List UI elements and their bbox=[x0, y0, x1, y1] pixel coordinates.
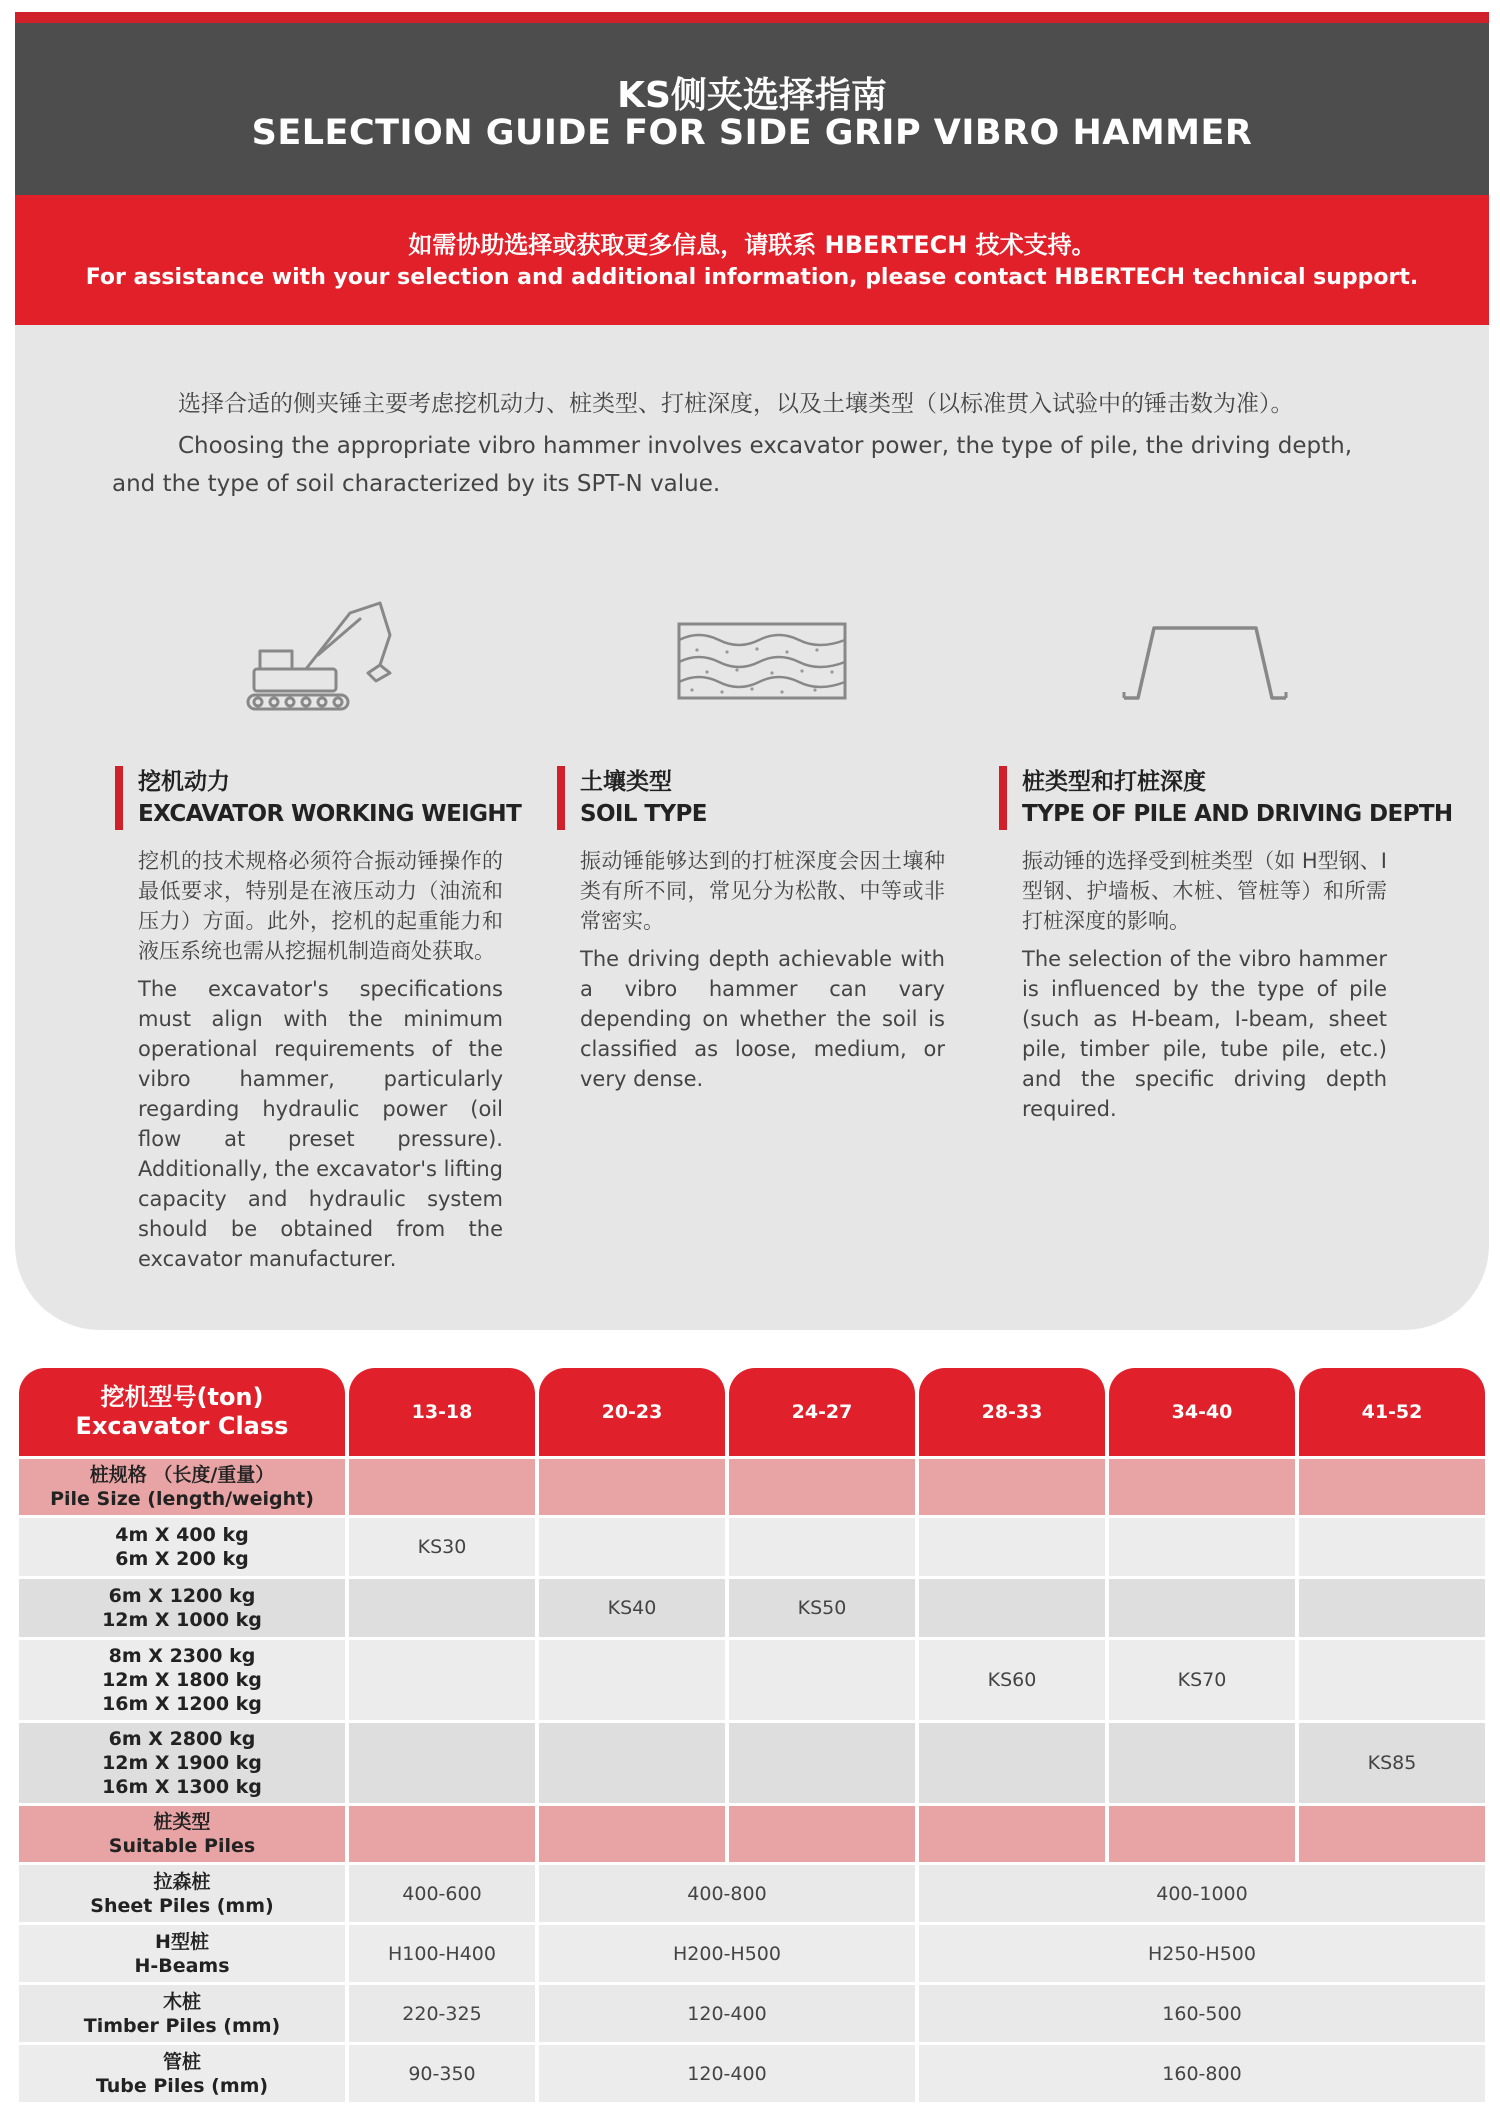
section-label-en: Pile Size (length/weight) bbox=[50, 1488, 314, 1510]
table-cell: 400-800 bbox=[539, 1865, 915, 1922]
table-cell bbox=[1109, 1579, 1295, 1637]
selection-table bbox=[15, 1365, 1489, 2105]
table-cell: KS60 bbox=[919, 1640, 1105, 1720]
column-title-en: TYPE OF PILE AND DRIVING DEPTH bbox=[1022, 801, 1453, 827]
corner-en: Excavator Class bbox=[75, 1412, 289, 1440]
table-cell: H100-H400 bbox=[349, 1925, 535, 1982]
pile-type-cn: 木桩 bbox=[162, 1990, 201, 2013]
section-label-en: Suitable Piles bbox=[108, 1835, 256, 1857]
soil-layers-icon bbox=[677, 622, 847, 700]
table-cell bbox=[539, 1640, 725, 1720]
table-cell bbox=[1299, 1640, 1485, 1720]
column-body-cn: 振动锤的选择受到桩类型（如 H型钢、I型钢、护墙板、木桩、管桩等）和所需打桩深度的影响。 bbox=[1022, 849, 1387, 933]
row-label bbox=[19, 1865, 345, 1922]
column-title-en: EXCAVATOR WORKING WEIGHT bbox=[138, 801, 522, 827]
column-title-cn: 挖机动力 bbox=[138, 769, 230, 795]
column-title-cn: 桩类型和打桩深度 bbox=[1022, 769, 1206, 795]
column-body-en: The excavator's specifications must align with the minimum operational requirements of the vibro hammer, particularly regarding hydraulic power (oil flow at preset pressure). Additionally, the excavator's lifting capacity and hydraulic system should be obtained from the excavator manufacturer. bbox=[138, 977, 503, 1271]
header-class: 20-23 bbox=[539, 1368, 725, 1456]
table-cell bbox=[1109, 1723, 1295, 1803]
table-row bbox=[19, 1518, 1485, 1576]
table-cell: 120-400 bbox=[539, 1985, 915, 2042]
table-cell: 400-1000 bbox=[919, 1865, 1485, 1922]
table-cell: KS50 bbox=[729, 1579, 915, 1637]
table-row bbox=[19, 1985, 1485, 2042]
spec-line: 8m X 2300 kg bbox=[108, 1645, 256, 1667]
section-label bbox=[19, 1806, 345, 1862]
header-class: 34-40 bbox=[1109, 1368, 1295, 1456]
excavator-icon bbox=[240, 595, 400, 715]
pile-type-en: Sheet Piles (mm) bbox=[90, 1894, 274, 1917]
intro-en: Choosing the appropriate vibro hammer involves excavator power, the type of pile, the driving depth, and the type of soil characterized by its SPT-N value. bbox=[112, 433, 1353, 497]
row-label bbox=[19, 2045, 345, 2102]
column-body-en: The driving depth achievable with a vibro hammer can vary depending on whether the soil is classified as loose, medium, or very dense. bbox=[580, 947, 945, 1091]
column-pile-body bbox=[1022, 846, 1387, 1132]
column-soil-body bbox=[580, 846, 945, 1102]
row-label bbox=[19, 1723, 345, 1803]
column-body-cn: 挖机的技术规格必须符合振动锤操作的最低要求，特别是在液压动力（油流和压力）方面。此外，挖机的起重能力和液压系统也需从挖掘机制造商处获取。 bbox=[138, 849, 503, 963]
sheet-pile-icon bbox=[1120, 622, 1290, 704]
table-cell bbox=[349, 1579, 535, 1637]
table-cell bbox=[729, 1723, 915, 1803]
row-label bbox=[19, 1640, 345, 1720]
spec-line: 12m X 1800 kg bbox=[102, 1669, 262, 1691]
column-title-cn: 土壤类型 bbox=[580, 769, 672, 795]
table-cell: 90-350 bbox=[349, 2045, 535, 2102]
table-cell bbox=[349, 1723, 535, 1803]
table-row bbox=[19, 1925, 1485, 1982]
table-row bbox=[19, 1723, 1485, 1803]
spec-line: 12m X 1900 kg bbox=[102, 1752, 262, 1774]
table-cell bbox=[729, 1640, 915, 1720]
header-corner bbox=[19, 1368, 345, 1456]
corner-cn: 挖机型号(ton) bbox=[100, 1383, 264, 1411]
table-cell: KS70 bbox=[1109, 1640, 1295, 1720]
table-cell: H200-H500 bbox=[539, 1925, 915, 1982]
column-title-en: SOIL TYPE bbox=[580, 801, 707, 827]
table-cell: KS40 bbox=[539, 1579, 725, 1637]
table-cell bbox=[919, 1723, 1105, 1803]
row-label bbox=[19, 1925, 345, 1982]
pile-type-en: H-Beams bbox=[134, 1954, 230, 1977]
section-label-cn: 桩类型 bbox=[153, 1811, 211, 1833]
table-cell: 220-325 bbox=[349, 1985, 535, 2042]
pile-type-cn: 拉森桩 bbox=[153, 1870, 211, 1893]
table-cell: H250-H500 bbox=[919, 1925, 1485, 1982]
column-pile-heading bbox=[999, 766, 1453, 830]
column-body-en: The selection of the vibro hammer is influenced by the type of pile (such as H-beam, I-beam, sheet pile, timber pile, tube pile, etc.) and the specific driving depth required. bbox=[1022, 947, 1387, 1121]
spec-line: 6m X 1200 kg bbox=[108, 1585, 256, 1607]
header-class: 24-27 bbox=[729, 1368, 915, 1456]
table-cell: KS30 bbox=[349, 1518, 535, 1576]
row-label bbox=[19, 1985, 345, 2042]
contact-banner bbox=[15, 195, 1489, 325]
intro-cn: 选择合适的侧夹锤主要考虑挖机动力、桩类型、打桩深度，以及土壤类型（以标准贯入试验中的锤击数为准）。 bbox=[178, 391, 1294, 417]
table-row bbox=[19, 2045, 1485, 2102]
pile-type-cn: H型桩 bbox=[155, 1930, 209, 1953]
section-label bbox=[19, 1459, 345, 1515]
table-cell: KS85 bbox=[1299, 1723, 1485, 1803]
contact-cn: 如需协助选择或获取更多信息，请联系 HBERTECH 技术支持。 bbox=[408, 231, 1096, 259]
section-row-pile-size bbox=[19, 1459, 1485, 1515]
header-class: 13-18 bbox=[349, 1368, 535, 1456]
column-body-cn: 振动锤能够达到的打桩深度会因土壤种类有所不同，常见分为松散、中等或非常密实。 bbox=[580, 849, 945, 933]
header-class: 41-52 bbox=[1299, 1368, 1485, 1456]
table-row bbox=[19, 1640, 1485, 1720]
table-row bbox=[19, 1579, 1485, 1637]
spec-line: 16m X 1200 kg bbox=[102, 1693, 262, 1715]
section-label-cn: 桩规格 （长度/重量） bbox=[89, 1464, 275, 1486]
contact-en: For assistance with your selection and additional information, please contact HBERTECH technical support. bbox=[85, 265, 1419, 290]
table-cell: 120-400 bbox=[539, 2045, 915, 2102]
table-cell: 160-500 bbox=[919, 1985, 1485, 2042]
table-cell bbox=[349, 1640, 535, 1720]
table-cell bbox=[1299, 1579, 1485, 1637]
spec-line: 6m X 200 kg bbox=[115, 1548, 249, 1570]
row-label bbox=[19, 1518, 345, 1576]
spec-line: 12m X 1000 kg bbox=[102, 1609, 262, 1631]
column-soil-heading bbox=[557, 766, 707, 830]
table-cell bbox=[919, 1518, 1105, 1576]
section-row-suitable-piles bbox=[19, 1806, 1485, 1862]
table-header-row bbox=[19, 1368, 1485, 1456]
table-row bbox=[19, 1865, 1485, 1922]
title-cn: KS侧夹选择指南 bbox=[617, 75, 887, 116]
pile-type-en: Tube Piles (mm) bbox=[95, 2074, 269, 2097]
table-cell bbox=[919, 1579, 1105, 1637]
table-cell: 400-600 bbox=[349, 1865, 535, 1922]
intro-text bbox=[112, 385, 1394, 503]
pile-type-cn: 管桩 bbox=[162, 2050, 201, 2073]
spec-line: 16m X 1300 kg bbox=[102, 1776, 262, 1798]
table-cell bbox=[1109, 1518, 1295, 1576]
top-accent-line bbox=[15, 12, 1489, 23]
pile-type-en: Timber Piles (mm) bbox=[83, 2014, 281, 2037]
title-en: SELECTION GUIDE FOR SIDE GRIP VIBRO HAMMER bbox=[251, 113, 1253, 153]
header-class: 28-33 bbox=[919, 1368, 1105, 1456]
table-cell bbox=[729, 1518, 915, 1576]
title-banner bbox=[15, 23, 1489, 195]
table-cell bbox=[1299, 1518, 1485, 1576]
spec-line: 6m X 2800 kg bbox=[108, 1728, 256, 1750]
row-label bbox=[19, 1579, 345, 1637]
column-excavator-heading bbox=[115, 766, 521, 830]
table-cell: 160-800 bbox=[919, 2045, 1485, 2102]
spec-line: 4m X 400 kg bbox=[115, 1524, 249, 1546]
table-cell bbox=[539, 1723, 725, 1803]
column-excavator-body bbox=[138, 846, 503, 1282]
table-cell bbox=[539, 1518, 725, 1576]
